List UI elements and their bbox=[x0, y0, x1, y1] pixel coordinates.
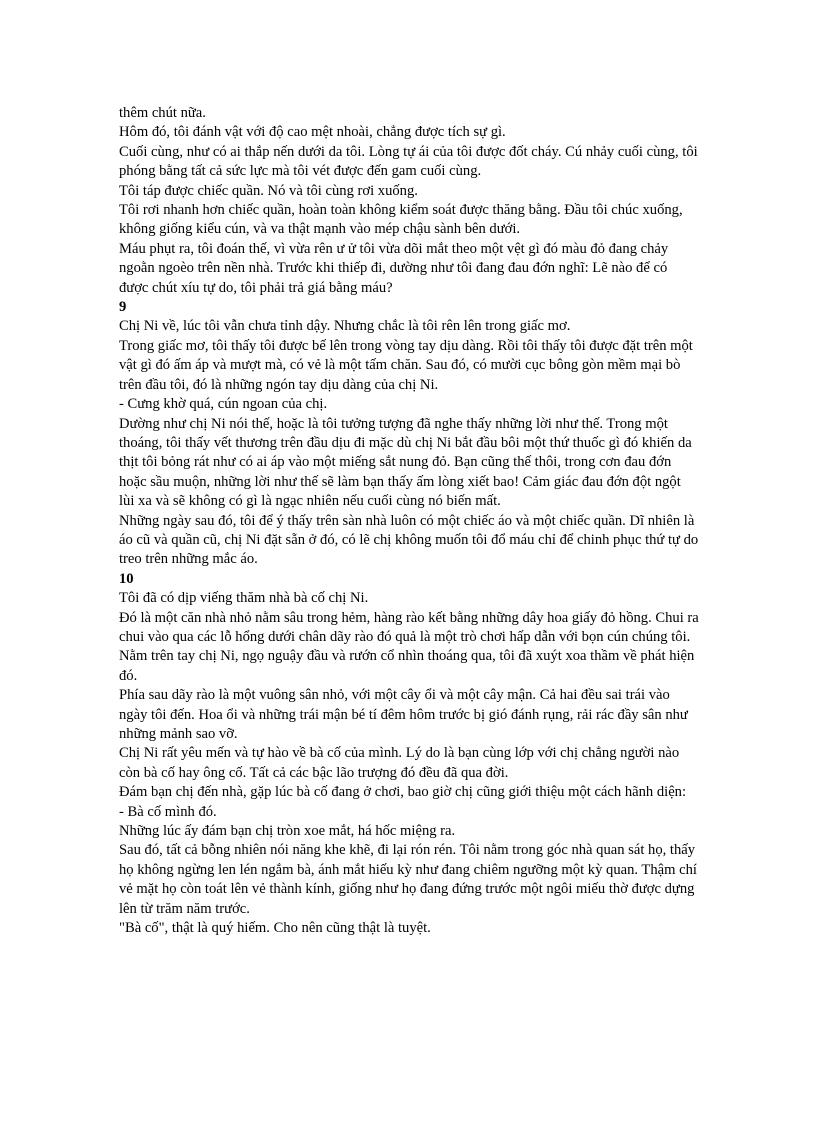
paragraph: Tôi rơi nhanh hơn chiếc quần, hoàn toàn không kiểm soát được thăng bằng. Đầu tôi chúc xuống, không giống kiểu cún, và va thật mạnh vào mép chậu sành bên dưới. bbox=[119, 202, 683, 238]
paragraph: Tôi đã có dịp viếng thăm nhà bà cố chị Ni. bbox=[119, 590, 369, 607]
paragraph: - Bà cố mình đó. bbox=[119, 803, 217, 820]
paragraph: Những ngày sau đó, tôi để ý thấy trên sàn nhà luôn có một chiếc áo và một chiếc quần. Dĩ nhiên là áo cũ và quần cũ, chị Ni đặt sẵn ở đó, có lẽ chị không muốn tôi đổ máu chỉ để chinh phục thứ tự do treo trên những mắc áo. bbox=[119, 512, 699, 568]
paragraph: thêm chút nữa. bbox=[119, 105, 206, 121]
chapter-heading: 9 bbox=[119, 299, 127, 316]
paragraph: Trong giấc mơ, tôi thấy tôi được bế lên trong vòng tay dịu dàng. Rồi tôi thấy tôi được đặt trên một vật gì đó ấm áp và mượt mà, có vẻ là một tấm chăn. Sau đó, có mười cục bông gòn mềm mại bò trên đầu tôi, đó là những ngón tay dịu dàng của chị Ni. bbox=[119, 337, 693, 393]
paragraph: Dường như chị Ni nói thế, hoặc là tôi tưởng tượng đã nghe thấy những lời như thế. Trong một thoáng, tôi thấy vết thương trên đầu dịu đi mặc dù chị Ni bắt đầu bôi một thứ thuốc gì đó khiến da thịt tôi bỏng rát như có ai áp vào một miếng sắt nung đỏ. Bạn cũng thế thôi, trong cơn đau đớn hoặc sầu muộn, những lời như thế sẽ làm bạn thấy ấm lòng xiết bao! Cảm giác đau đớn đột ngột lùi xa và sẽ không có gì là ngạc nhiên nếu cuối cùng nó biến mất. bbox=[119, 415, 692, 510]
paragraph: Chị Ni rất yêu mến và tự hào về bà cố của mình. Lý do là bạn cùng lớp với chị chẳng người nào còn bà cố hay ông cố. Tất cả các bậc lão trượng đó đều đã qua đời. bbox=[119, 745, 680, 781]
paragraph: Đó là một căn nhà nhỏ nằm sâu trong hẻm, hàng rào kết bằng những dây hoa giấy đỏ hồng. Chui ra chui vào qua các lỗ hổng dưới chân dãy rào đó quả là một trò chơi hấp dẫn với bọn cún chúng tôi. Nằm trên tay chị Ni, ngọ nguậy đầu và rướn cổ nhìn thoáng qua, tôi đã xuýt xoa thầm về phát hiện đó. bbox=[119, 609, 699, 684]
chapter-heading: 10 bbox=[119, 570, 134, 587]
paragraph: Sau đó, tất cả bỗng nhiên nói năng khe khẽ, đi lại rón rén. Tôi nằm trong góc nhà quan sát họ, thấy họ không ngừng len lén ngắm bà, ánh mắt hiếu kỳ như đang chiêm ngưỡng một kỳ quan. Thậm chí vẻ mặt họ còn toát lên vẻ thành kính, giống như họ đang đứng trước một ngôi miếu thờ được dựng lên từ trăm năm trước. bbox=[119, 842, 697, 917]
paragraph: - Cưng khờ quá, cún ngoan của chị. bbox=[119, 396, 328, 413]
paragraph: "Bà cố", thật là quý hiếm. Cho nên cũng thật là tuyệt. bbox=[119, 920, 431, 937]
document-page bbox=[119, 104, 699, 938]
paragraph: Hôm đó, tôi đánh vật với độ cao mệt nhoài, chẳng được tích sự gì. bbox=[119, 124, 506, 141]
paragraph: Những lúc ấy đám bạn chị tròn xoe mắt, há hốc miệng ra. bbox=[119, 823, 456, 840]
paragraph: Đám bạn chị đến nhà, gặp lúc bà cố đang ở chơi, bao giờ chị cũng giới thiệu một cách hãnh diện: bbox=[119, 784, 687, 801]
paragraph: Chị Ni về, lúc tôi vẫn chưa tỉnh dậy. Nhưng chắc là tôi rên lên trong giấc mơ. bbox=[119, 318, 571, 335]
paragraph: Tôi táp được chiếc quần. Nó và tôi cùng rơi xuống. bbox=[119, 182, 418, 199]
paragraph: Phía sau dãy rào là một vuông sân nhỏ, với một cây ổi và một cây mận. Cả hai đều sai trái vào ngày tôi đến. Hoa ổi và những trái mận bé tí đêm hôm trước bị gió đánh rụng, rải rác đầy sân như những mảnh sao vỡ. bbox=[119, 687, 688, 742]
paragraph: Máu phụt ra, tôi đoán thế, vì vừa rên ư ử tôi vừa dõi mắt theo một vệt gì đó màu đỏ đang chảy ngoằn ngoèo trên nền nhà. Trước khi thiếp đi, dường như tôi đang đau đớn nghĩ: Lẽ nào để có được chút xíu tự do, tôi phải trả giá bằng máu? bbox=[119, 240, 669, 296]
paragraph: Cuối cùng, như có ai thắp nến dưới da tôi. Lòng tự ái của tôi được đốt cháy. Cú nhảy cuối cùng, tôi phóng bằng tất cả sức lực mà tôi vét được đến gam cuối cùng. bbox=[119, 143, 698, 180]
